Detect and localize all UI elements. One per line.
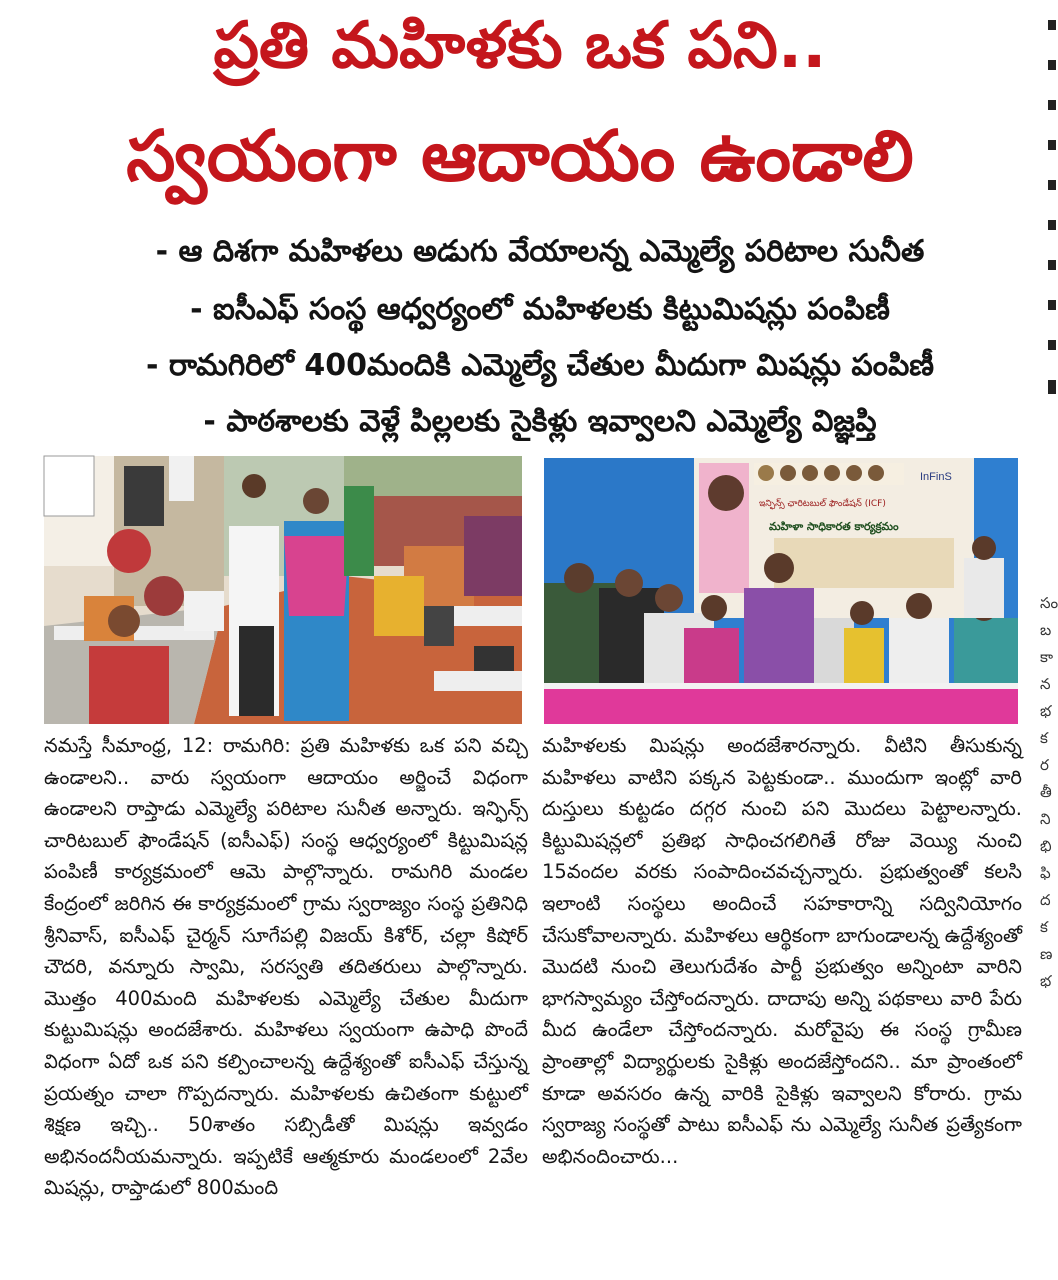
edge-mark [1048,380,1056,394]
photo-sewing-classroom-image [44,456,522,724]
headline-line-1: ప్రతి మహిళకు ఒక పని.. [213,9,827,83]
edge-mark [1048,340,1056,350]
edge-mark [1048,260,1056,270]
subhead-1: - ఆ దిశగా మహిళలు అడుగు వేయాలన్న ఎమ్మెల్యే పరిటాల సునీత [155,234,925,269]
banner-brand: InFinS [920,471,952,483]
photo-stage-event-image [544,458,1018,724]
edge-mark [1048,300,1056,310]
adjacent-column-fragment: సంబ కా న భ క ర తీ ని భి ఫి ద క ణ భ [1040,594,1058,990]
article-column-left [44,730,528,1204]
edge-mark [1048,220,1056,230]
headline-line-2: స్వయంగా ఆదాయం ఉండాలి [126,115,914,197]
subhead-4: - పాఠశాలకు వెళ్లే పిల్లలకు సైకిళ్లు ఇవ్వాలని ఎమ్మెల్యే విజ్ఞప్తి [203,404,877,439]
photo-stage-event [544,458,1018,724]
edge-mark [1048,20,1056,30]
edge-mark [1048,60,1056,70]
subhead-2: - ఐసీఎఫ్ సంస్థ ఆధ్వర్యంలో మహిళలకు కిట్టుమిషన్లు పంపిణీ [190,292,890,327]
edge-mark [1048,100,1056,110]
banner-title: ఇన్ఫిన్స్ ఛారిటబుల్ ఫౌండేషన్ (ICF) [759,499,886,509]
edge-mark [1048,180,1056,190]
banner-line: మహిళా సాధికారత కార్యక్రమం [769,520,899,533]
article-right-text: మహిళలకు మిషన్లు అందజేశారన్నారు. వీటిని తీసుకున్న మహిళలు వాటిని పక్కన పెట్టకుండా.. ముందుగా ఇంట్లో వారి దుస్తులు కుట్టడం దగ్గర నుంచి పని మొదలు పెట్టాలన్నారు. కిట్టుమిషన్లలో ప్రతిభ సాధించగలిగితే రోజు వెయ్యి నుంచి 15వందల వరకు సంపాదించవచ్చన్నారు. ప్రభుత్వంతో కలసి ఇలాంటి సంస్థలు అందించే సహకారాన్ని సద్వినియోగం చేసుకోవాలన్నారు. మహిళలు ఆర్థికంగా బాగుండాలన్న ఉద్దేశ్యంతో మొదటి నుంచి తెలుగుదేశం పార్టీ ప్రభుత్వం అన్నింటా వారిని భాగస్వామ్యం చేస్తోందన్నారు. దాదాపు అన్ని పథకాలు వారి పేరు మీద ఉండేలా చేస్తోందన్నారు. మరోవైపు ఈ సంస్థ గ్రామీణ ప్రాంతాల్లో విద్యార్థులకు సైకిళ్లు అందజేస్తోందని.. మా ప్రాంతంలో కూడా అవసరం ఉన్న వారికి సైకిళ్లు ఇవ్వాలని కోరారు. గ్రామ స్వరాజ్య సంస్థతో పాటు ఐసీఎఫ్ ను ఎమ్మెల్యే సునీత ప్రత్యేకంగా అభినందించారు... [542,734,1022,1168]
article-left-text: నమస్తే సీమాంధ్ర, 12: రామగిరి: ప్రతి మహిళకు ఒక పని వచ్చి ఉండాలని.. వారు స్వయంగా ఆదాయం అర్జించే విధంగా ఉండాలని రాప్తాడు ఎమ్మెల్యే పరిటాల సునీత అన్నారు. ఇన్ఫిన్స్ చారిటబుల్ ఫౌండేషన్ (ఐసీఎఫ్) సంస్థ ఆధ్వర్యంలో కిట్టుమిషన్ల పంపిణీ కార్యక్రమంలో ఆమె పాల్గొన్నారు. రామగిరి మండల కేంద్రంలో జరిగిన ఈ కార్యక్రమంలో గ్రామ స్వరాజ్యం సంస్థ ప్రతినిధి శ్రీనివాస్, ఐసీఎఫ్ చైర్మన్ సూగేపల్లి విజయ్ కిశోర్, చల్లా కిషోర్ చౌదరి, వన్నూరు స్వామి, సరస్వతి తదితరులు పాల్గొన్నారు. మొత్తం 400మంది మహిళలకు ఎమ్మెల్యే చేతుల మీదుగా కుట్టుమిషన్లు అందజేశారు. మహిళలు స్వయంగా ఉపాధి పొందే విధంగా ఏదో ఒక పని కల్పించాలన్న ఉద్దేశ్యంతో ఐసీఎఫ్ చేస్తున్న ప్రయత్నం చాలా గొప్పదన్నారు. మహిళలకు ఉచితంగా కుట్టులో శిక్షణ ఇచ్చి.. 50శాతం సబ్సిడీతో మిషన్లు ఇవ్వడం అభినందనీయమన్నారు. ఇప్పటికే ఆత్మకూరు మండలంలో 2వేల మిషన్లు, రాప్తాడులో 800మంది [44,734,528,1200]
photo-sewing-classroom [44,456,522,724]
edge-mark [1048,140,1056,150]
article-column-right [542,730,1022,1172]
subhead-3: - రామగిరిలో 400మందికి ఎమ్మెల్యే చేతుల మీదుగా మిషన్లు పంపిణీ [145,348,935,383]
